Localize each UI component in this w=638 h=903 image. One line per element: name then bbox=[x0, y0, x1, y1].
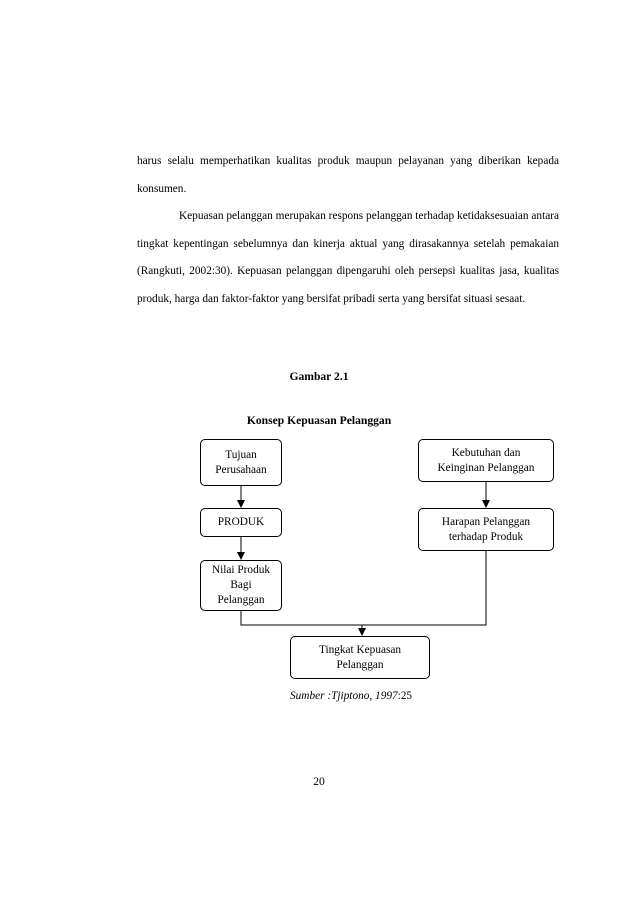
paragraph-customer-satisfaction: Kepuasan pelanggan merupakan respons pelanggan terhadap ketidaksesuaian antara tingkat kepentingan sebelumnya dan kinerja aktual yang dirasakannya setelah pemakaian (Rangkuti, 2002:30). Kepuasan pelanggan dipengaruhi oleh persepsi kualitas jasa, kualitas produk, harga dan faktor-faktor yang bersifat pribadi serta yang bersifat situasi sesaat. bbox=[137, 210, 559, 305]
figure-source bbox=[290, 690, 412, 702]
source-page: :25 bbox=[397, 690, 413, 702]
node-harapan-pelanggan: Harapan Pelanggan terhadap Produk bbox=[418, 508, 554, 551]
node-tingkat-kepuasan: Tingkat Kepuasan Pelanggan bbox=[290, 636, 430, 679]
node-produk: PRODUK bbox=[200, 508, 282, 537]
paragraph-continuation: harus selalu memperhatikan kualitas produk maupun pelayanan yang diberikan kepada konsumen. bbox=[137, 155, 559, 195]
source-label: Sumber :Tjiptono, 1997 bbox=[290, 690, 398, 702]
page-number: 20 bbox=[313, 775, 325, 788]
node-nilai-produk: Nilai Produk Bagi Pelanggan bbox=[200, 560, 282, 611]
figure-number: Gambar 2.1 bbox=[289, 370, 349, 383]
node-kebutuhan-keinginan: Kebutuhan dan Keinginan Pelanggan bbox=[418, 439, 554, 482]
node-tujuan-perusahaan: Tujuan Perusahaan bbox=[200, 439, 282, 486]
figure-title: Konsep Kepuasan Pelanggan bbox=[246, 414, 392, 427]
